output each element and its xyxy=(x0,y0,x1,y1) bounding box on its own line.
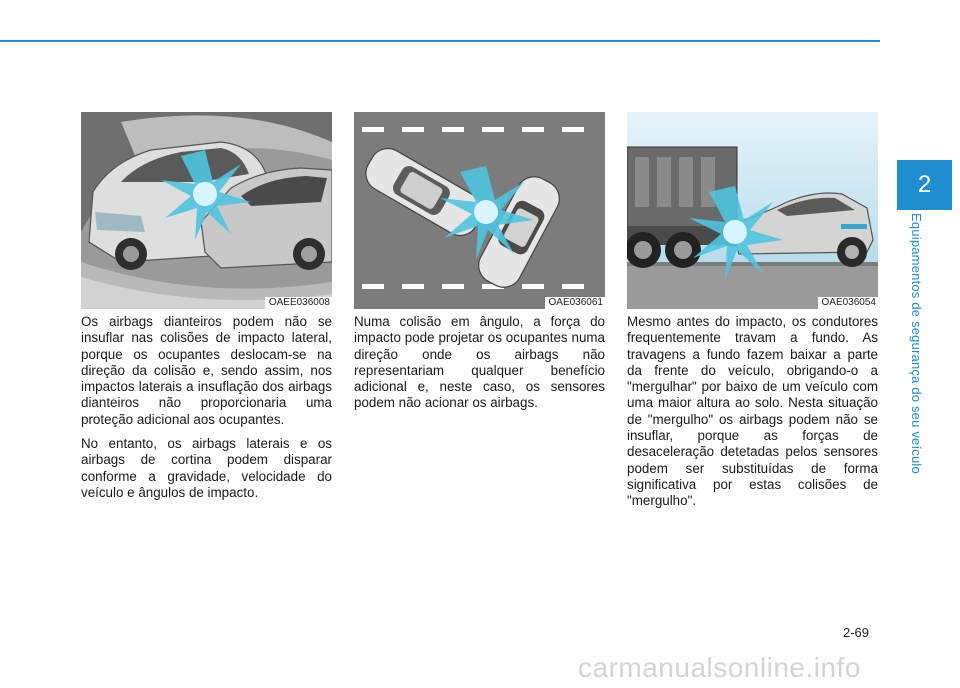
figure-code: OAE036061 xyxy=(545,297,606,309)
figure-underride-impact xyxy=(627,112,878,309)
paragraph: No entanto, os airbags laterais e os airbags de cortina podem disparar conforme a gravidade, velocidade do veículo e ângulos de impacto. xyxy=(81,436,332,500)
underride-impact-illustration xyxy=(627,112,878,309)
chapter-number-tab xyxy=(897,160,952,210)
chapter-number: 2 xyxy=(917,171,932,198)
text-column-1 xyxy=(81,314,332,509)
figure-side-impact xyxy=(81,112,332,309)
paragraph: Mesmo antes do impacto, os condutores frequentemente travam a fundo. As travagens a fundo fazem baixar a parte da frente do veículo, obrigando-o a "mergulhar" por baixo de um veículo com uma maior altura ao solo. Nesta situação de "mergulho" os airbags podem não se insuflar, porque as forças de desaceleração detetadas pelos sensores podem ser substituídas de forma significativa por estas colisões de "mergulho". xyxy=(627,314,878,509)
chapter-title: Equipamentos de segurança do seu veículo xyxy=(909,213,924,474)
figure-code: OAE036054 xyxy=(818,297,879,309)
text-column-2 xyxy=(354,314,605,420)
paragraph: Numa colisão em ângulo, a força do impacto pode projetar os ocupantes numa direção onde os airbags não representariam qualquer benefício adicional e, neste caso, os sensores podem não acionar os airbags. xyxy=(354,314,605,411)
paragraph: Os airbags dianteiros podem não se insuflar nas colisões de impacto lateral, porque os ocupantes deslocam-se na direção da colisão e, sendo assim, nos impactos laterais a insuflação dos airbags dianteiros não proporcionaria uma proteção adicional aos ocupantes. xyxy=(81,314,332,427)
watermark: carmanualsonline.info xyxy=(578,652,861,683)
figure-angled-impact xyxy=(354,112,605,309)
text-column-3 xyxy=(627,314,878,518)
figure-code: OAEE036008 xyxy=(265,297,332,309)
page-number: 2-69 xyxy=(843,625,870,640)
side-impact-illustration xyxy=(81,112,332,309)
top-rule xyxy=(0,40,880,42)
angled-impact-illustration xyxy=(354,112,605,309)
